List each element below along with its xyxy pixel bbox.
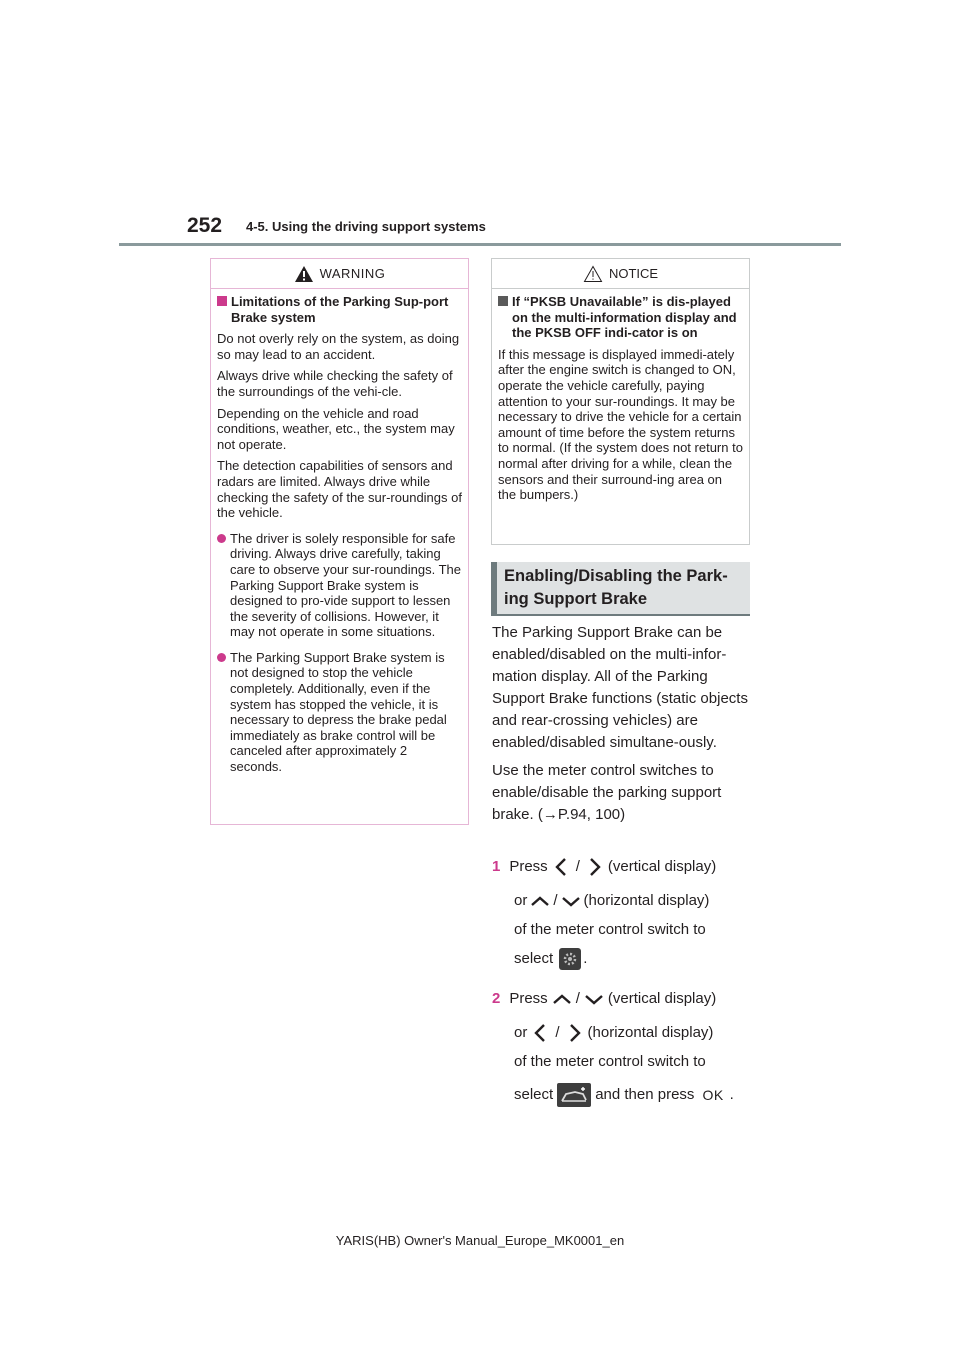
square-bullet-icon	[498, 296, 508, 306]
section-paragraph-1: The Parking Support Brake can be enabled/disabled on the multi-infor-mation display. All of the Parking Support Brake functions (static objects and rear-crossing vehicles) are enabled/disabled simultane-ously.	[492, 624, 748, 751]
step-1-line-1	[492, 856, 716, 878]
step-text: (vertical display)	[607, 858, 717, 875]
ok-button-icon: OK	[702, 1087, 724, 1103]
warning-paragraph: Do not overly rely on the system, as doing so may lead to an accident.	[217, 331, 460, 362]
step-number: 2	[492, 990, 501, 1007]
step-text: .	[583, 950, 588, 967]
warning-title: WARNING	[319, 266, 386, 281]
step-1-line-4	[514, 948, 587, 970]
step-text: (horizontal display)	[583, 892, 710, 909]
step-text: or	[514, 892, 528, 909]
car-sensor-icon	[557, 1083, 591, 1107]
chevron-up-icon	[527, 890, 553, 912]
section-title: 4-5. Using the driving support systems	[246, 219, 486, 234]
slash: /	[575, 858, 580, 875]
slash: /	[553, 892, 558, 909]
step-text: select	[514, 950, 554, 967]
slash: /	[575, 990, 580, 1007]
step-text: and then press	[595, 1086, 695, 1103]
header-rule	[119, 243, 841, 246]
warning-heading	[217, 294, 462, 325]
footer: YARIS(HB) Owner's Manual_Europe_MK0001_en	[335, 1233, 625, 1248]
step-2-line-2	[514, 1022, 713, 1044]
step-text: or	[514, 1024, 528, 1041]
section-heading: Enabling/Disabling the Park-ing Support Brake	[504, 567, 728, 608]
chevron-up-icon	[548, 988, 576, 1010]
notice-paragraph: If this message is displayed immedi-ately after the engine switch is changed to ON, operate the vehicle carefully, paying attention to your sur-roundings. It may be necessary to drive the vehicle for a certain amount of time before the system returns to normal. (If the system does not return to normal after driving for a while, clean the sensors and their surround-ing area on the bumpers.)	[498, 346, 743, 503]
section-heading-bar	[491, 562, 750, 614]
step-text: (horizontal display)	[587, 1024, 714, 1041]
warning-paragraph: Depending on the vehicle and road conditions, weather, etc., the system may not operate.	[217, 405, 455, 452]
heading-underline	[491, 614, 750, 616]
round-bullet-icon	[217, 534, 226, 543]
page-number: 252	[187, 214, 223, 237]
step-text: .	[729, 1086, 734, 1103]
warning-triangle-icon	[294, 265, 314, 283]
chevron-down-icon	[580, 988, 608, 1010]
warning-paragraph: Always drive while checking the safety of the surroundings of the vehi-cle.	[217, 368, 453, 399]
step-text: select	[514, 1086, 554, 1103]
step-text: Press	[509, 990, 548, 1007]
chevron-left-icon	[548, 856, 576, 878]
warning-bullet	[217, 650, 462, 775]
slash: /	[555, 1024, 560, 1041]
section-body	[492, 622, 750, 826]
step-text: of the meter control switch to	[514, 1053, 706, 1070]
step-2-line-3	[514, 1051, 706, 1073]
warning-header	[211, 259, 468, 289]
step-1-line-3	[514, 919, 706, 941]
step-number: 1	[492, 858, 501, 875]
notice-header	[492, 259, 749, 289]
step-2-line-1	[492, 988, 716, 1010]
chevron-right-icon	[560, 1022, 588, 1044]
warning-heading-text: Limitations of the Parking Sup-port Brake system	[231, 294, 449, 325]
section-paragraph-2: Use the meter control switches to enable/disable the parking support brake. (→P.94, 100)	[492, 762, 722, 823]
notice-triangle-icon	[583, 265, 603, 283]
square-bullet-icon	[217, 296, 227, 306]
round-bullet-icon	[217, 653, 226, 662]
warning-bullet-text: The Parking Support Brake system is not designed to stop the vehicle completely. Additionally, even if the system has stopped the vehicle, it is necessary to depress the brake pedal immediately as brake control will be canceled after approximately 2 seconds.	[230, 649, 447, 775]
notice-title: NOTICE	[608, 266, 659, 281]
step-1-line-2	[514, 890, 709, 912]
settings-gear-icon	[559, 948, 581, 970]
step-text: Press	[509, 858, 548, 875]
step-text: (vertical display)	[607, 990, 717, 1007]
warning-paragraph: The detection capabilities of sensors and radars are limited. Always drive while checking the safety of the sur-roundings of the vehicle.	[217, 458, 462, 521]
warning-bullet	[217, 531, 462, 640]
notice-heading	[498, 294, 743, 341]
chevron-down-icon	[558, 890, 584, 912]
warning-bullet-text: The driver is solely responsible for safe driving. Always drive carefully, taking care to observe your sur-roundings. The Parking Support Brake system is designed to pro-vide support to lessen the severity of collisions. However, it may not operate in some situations.	[230, 530, 461, 640]
step-text: of the meter control switch to	[514, 921, 706, 938]
step-2-line-4	[514, 1083, 734, 1107]
notice-heading-text: If “PKSB Unavailable” is dis-played on the multi-information display and the PKSB OFF indi-cator is on	[512, 294, 737, 341]
notice-box	[491, 258, 750, 545]
chevron-right-icon	[580, 856, 608, 878]
warning-box	[210, 258, 469, 825]
chevron-left-icon	[527, 1022, 555, 1044]
